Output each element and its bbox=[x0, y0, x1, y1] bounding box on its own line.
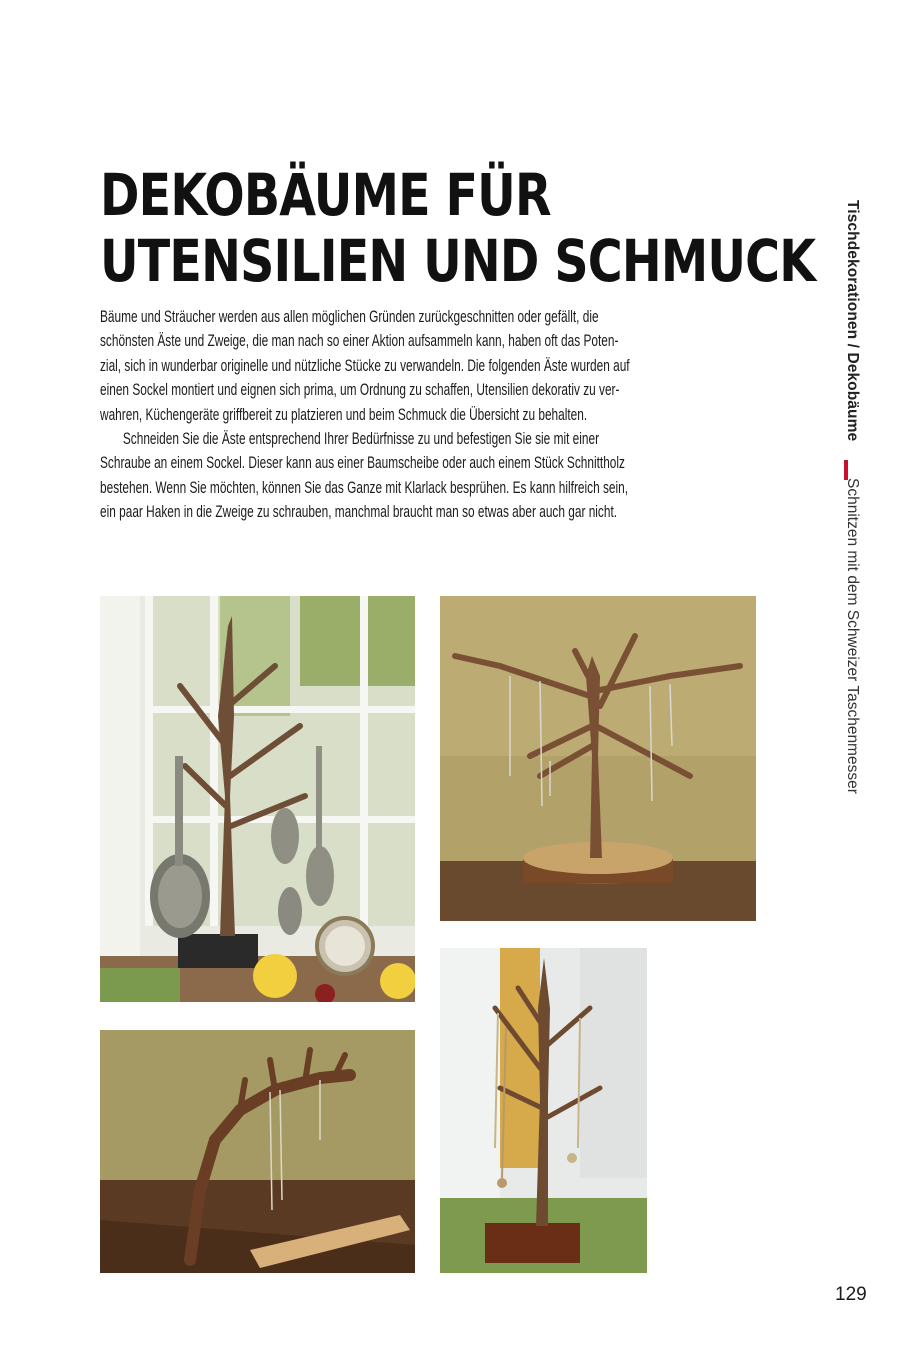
photo-jewelry-tree-log bbox=[440, 596, 756, 921]
body-line: einen Sockel montiert und eignen sich prima, um Ordnung zu schaffen, Utensilien dekorativ zu ver- bbox=[100, 380, 620, 400]
body-line: zial, sich in wunderbar originelle und nützliche Stücke zu verwandeln. Die folgenden Äste wurden auf bbox=[100, 355, 630, 375]
photo-utensil-tree bbox=[100, 596, 415, 1002]
body-line: schönsten Äste und Zweige, die man nach so einer Aktion aufsammeln kann, haben oft das Poten- bbox=[100, 331, 619, 351]
title-line-2: UTENSILIEN UND SCHMUCK bbox=[100, 227, 816, 295]
body-line: wahren, Küchengeräte griffbereit zu platzieren und beim Schmuck die Übersicht zu behalten. bbox=[100, 404, 588, 424]
body-line: ein paar Haken in die Zweige zu schrauben, manchmal braucht man so etwas aber auch gar nicht. bbox=[100, 502, 618, 522]
accent-bar bbox=[844, 460, 848, 480]
body-line: Schraube an einem Sockel. Dieser kann aus einer Baumscheibe oder auch einem Stück Schnittholz bbox=[100, 453, 625, 473]
page-number: 129 bbox=[835, 1284, 867, 1305]
body-line: Bäume und Sträucher werden aus allen möglichen Gründen zurückgeschnitten oder gefällt, die bbox=[100, 307, 599, 326]
body-text bbox=[100, 305, 758, 525]
section-label: Tischdekorationen / Dekobäume bbox=[844, 200, 861, 442]
photo-jewelry-tree-window bbox=[440, 948, 647, 1273]
body-line: bestehen. Wenn Sie möchten, können Sie das Ganze mit Klarlack besprühen. Es kann hilfreich sein, bbox=[100, 477, 629, 497]
title-line-1: DEKOBÄUME FÜR bbox=[100, 161, 551, 229]
photo-branch-board bbox=[100, 1030, 415, 1273]
page-title bbox=[100, 162, 815, 294]
book-title-label: Schnitzen mit dem Schweizer Taschenmesser bbox=[844, 478, 861, 794]
body-line: Schneiden Sie die Äste entsprechend Ihrer Bedürfnisse zu und befestigen Sie sie mit einer bbox=[122, 429, 600, 449]
